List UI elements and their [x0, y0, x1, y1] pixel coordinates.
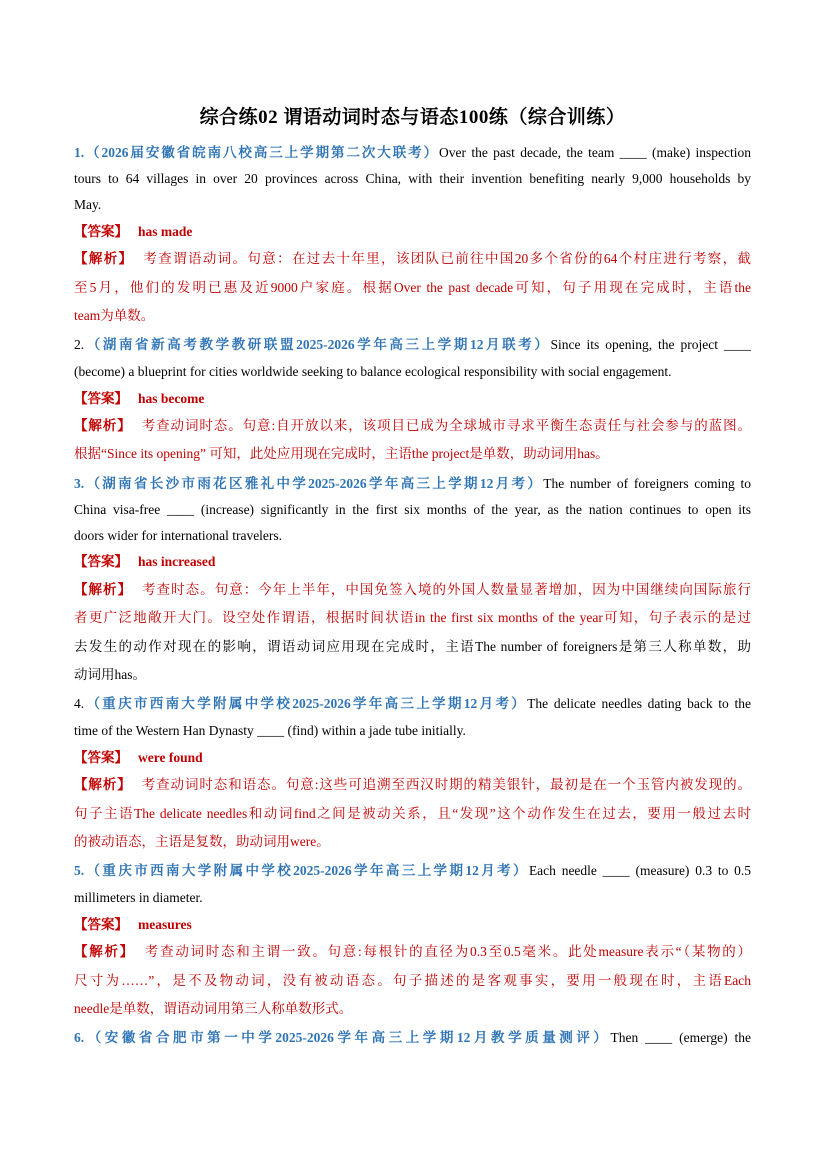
analysis-text: 考查动词时态和主谓一致。句意:每根针的直径为0.3至0.5毫米。此处measure表示“（某物的） [144, 944, 751, 959]
analysis-tag: 【解析】 [74, 944, 135, 959]
analysis-text-line: 者更广泛地敞开大门。设空处作谓语，根据时间状语in the first six months of the year可知，句子表示的是过 [74, 610, 751, 625]
question-number: 1. [74, 145, 85, 160]
question-source: （湖南省新高考教学教研联盟2025-2026学年高三上学期12月联考） [84, 337, 551, 352]
question-number: 2. [74, 337, 85, 352]
question-text-line: time of the Western Han Dynasty ____ (find) within a jade tube initially. [74, 723, 466, 738]
question-text-line: May. [74, 197, 102, 212]
answer-text: has become [138, 391, 205, 406]
question-6 [74, 1025, 751, 1051]
analysis-tag: 【解析】 [74, 418, 132, 433]
question-text: Then ____ (emerge) the [610, 1030, 751, 1045]
analysis-tag: 【解析】 [74, 582, 133, 597]
answer-line [74, 745, 751, 771]
answer-text: were found [138, 750, 203, 765]
question-number: 6. [74, 1030, 85, 1045]
question-5 [74, 858, 751, 884]
answer-tag: 【答案】 [74, 224, 128, 239]
analysis-text: 考查谓语动词。句意：在过去十年里，该团队已前往中国20多个省份的64个村庄进行考察，截 [143, 251, 751, 266]
question-text-line: tours to 64 villages in over 20 provinces across China, with their invention benefiting nearly 9,000 households by [74, 171, 751, 186]
answer-tag: 【答案】 [74, 554, 128, 569]
analysis-line [74, 246, 751, 272]
analysis-line [74, 939, 751, 965]
question-number: 5. [74, 863, 85, 878]
question-text-line: doors wider for international travelers. [74, 528, 283, 543]
question-source: （安徽省合肥市第一中学2025-2026学年高三上学期12月教学质量测评） [84, 1030, 611, 1045]
answer-text: has made [138, 224, 193, 239]
question-1 [74, 140, 751, 166]
answer-text: has increased [138, 554, 216, 569]
answer-line [74, 386, 751, 412]
analysis-text-line: 根据“Since its opening” 可知，此处应用现在完成时，主语the project是单数，助动词用has。 [74, 446, 609, 461]
question-number: 3. [74, 476, 85, 491]
analysis-text-line: 至5月，他们的发明已惠及近9000户家庭。根据Over the past decade可知，句子用现在完成时，主语the [74, 280, 751, 295]
analysis-text-line: 句子主语The delicate needles和动词find之间是被动关系，且“发现”这个动作发生在过去，要用一般过去时 [74, 806, 751, 821]
answer-line [74, 549, 751, 575]
answer-text: measures [138, 917, 192, 932]
answer-tag: 【答案】 [74, 750, 128, 765]
answer-tag: 【答案】 [74, 917, 128, 932]
question-source: （湖南省长沙市雨花区雅礼中学2025-2026学年高三上学期12月考） [84, 476, 544, 491]
analysis-text: 考查动词时态和语态。句意:这些可追溯至西汉时期的精美银针，最初是在一个玉管内被发现的。 [141, 777, 751, 792]
analysis-text-line: 动词用has。 [74, 667, 146, 682]
question-text-line: (become) a blueprint for cities worldwide seeking to balance ecological responsibility with social engagement. [74, 364, 672, 379]
question-3 [74, 471, 751, 497]
answer-line [74, 219, 751, 245]
question-source: （2026届安徽省皖南八校高三上学期第二次大联考） [84, 145, 440, 160]
answer-line [74, 912, 751, 938]
question-text: The number of foreigners coming to [543, 476, 751, 491]
page-title: 综合练02 谓语动词时态与语态100练（综合训练） [199, 107, 626, 128]
question-number: 4. [74, 696, 85, 711]
analysis-text: 考查时态。句意：今年上半年，中国免签入境的外国人数量显著增加，因为中国继续向国际旅行 [142, 582, 751, 597]
question-source: （重庆市西南大学附属中学校2025-2026学年高三上学期12月考） [84, 696, 528, 711]
answer-tag: 【答案】 [74, 391, 128, 406]
analysis-text-line: 的被动语态，主语是复数，助动词用were。 [74, 834, 330, 849]
analysis-text-line: team为单数。 [74, 308, 155, 323]
question-text: Each needle ____ (measure) 0.3 to 0.5 [528, 863, 751, 878]
question-text: Since its opening, the project ____ [550, 337, 751, 352]
question-text-line: China visa-free ____ (increase) significantly in the first six months of the year, as the nation continues to open its [74, 502, 751, 517]
analysis-text-line: 尺寸为……”，是不及物动词，没有被动语态。句子描述的是客观事实，要用一般现在时，主语Each [74, 973, 751, 988]
analysis-line [74, 413, 751, 439]
analysis-text: 考查动词时态。句意:自开放以来，该项目已成为全球城市寻求平衡生态责任与社会参与的蓝图。 [141, 418, 751, 433]
analysis-tag: 【解析】 [74, 251, 134, 266]
question-text: The delicate needles dating back to the [527, 696, 751, 711]
analysis-line [74, 772, 751, 798]
question-2 [74, 332, 751, 358]
question-text: Over the past decade, the team ____ (make) inspection [439, 145, 751, 160]
question-4 [74, 691, 751, 717]
analysis-text-line: needle是单数，谓语动词用第三人称单数形式。 [74, 1001, 353, 1016]
analysis-tag: 【解析】 [74, 777, 132, 792]
analysis-line [74, 577, 751, 603]
question-source: （重庆市西南大学附属中学校2025-2026学年高三上学期12月考） [84, 863, 529, 878]
question-text-line: millimeters in diameter. [74, 890, 203, 905]
analysis-text-line: 去发生的动作对现在的影响，谓语动词应用现在完成时，主语The number of foreigners是第三人称单数，助 [74, 639, 751, 654]
